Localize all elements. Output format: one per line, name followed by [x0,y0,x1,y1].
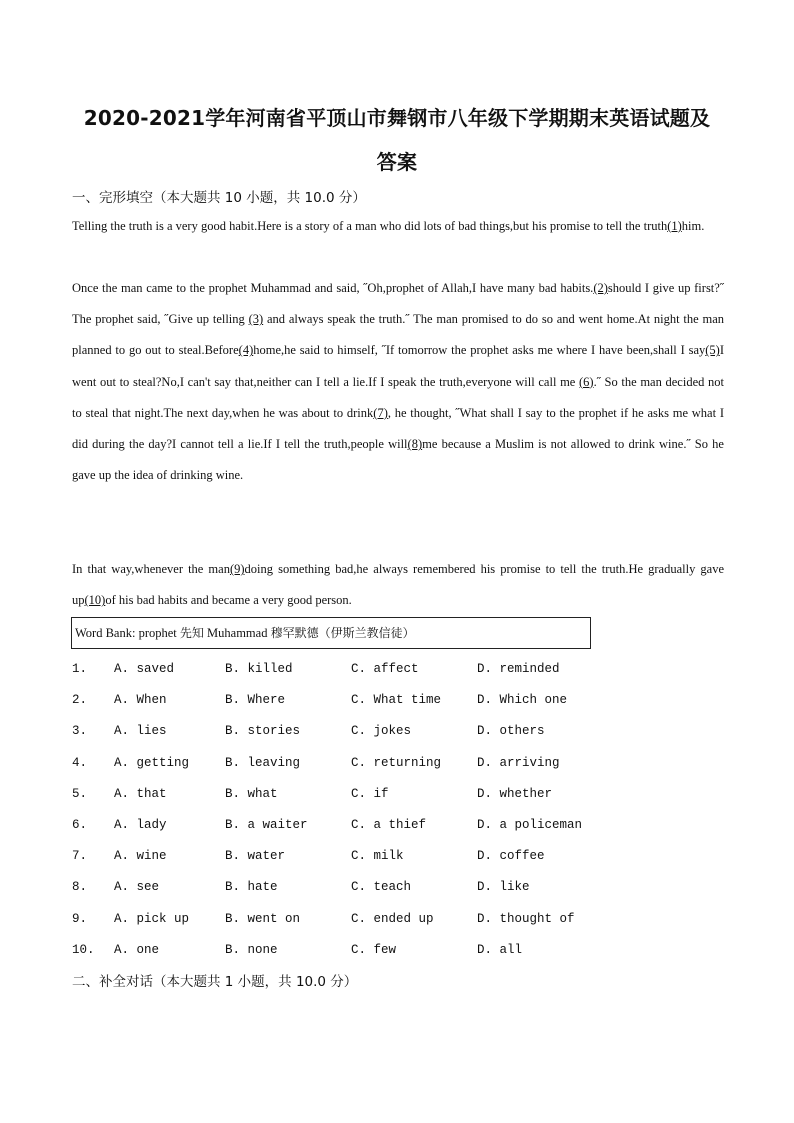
question-row [72,841,722,872]
word-bank-prefix: Word Bank: prophet [75,626,180,640]
option-d: D. all [477,942,523,957]
blank-9: (9) [229,562,245,576]
passage-text: and always speak the truth.˝ The man promised to do so and went home.At night the man planned to go out to steal.Before [72,312,724,358]
option-a: A. wine [114,849,167,864]
option-c: C. if [351,786,389,801]
option-a: A. saved [114,662,175,676]
passage-text: In that way,whenever the man [72,562,230,576]
option-d: D. arriving [477,755,560,770]
word-bank-box [71,617,591,649]
passage-text: Once the man came to the prophet Muhammad and said, ˝Oh,prophet of Allah,I have many bad habits. [72,281,594,295]
option-d: D. Which one [477,693,568,708]
option-b: B. hate [225,880,278,895]
question-number: 5. [72,786,88,801]
question-row [72,779,722,810]
option-b: B. water [225,849,286,864]
blank-5: (5) [705,343,720,358]
option-a: A. that [114,786,167,801]
option-c: C. few [351,942,397,957]
question-number: 8. [72,880,88,895]
option-b: B. went on [225,911,301,926]
question-row [72,810,722,841]
option-c: C. affect [351,662,419,676]
blank-4: (4) [238,343,254,358]
option-c: C. ended up [351,911,434,926]
page-title [60,96,734,184]
option-b: B. what [225,786,278,801]
question-row [72,935,722,966]
option-d: D. whether [477,786,553,801]
passage-text: Telling the truth is a very good habit.Here is a story of a man who did lots of bad things,but his promise to tell the truth [72,219,668,233]
option-b: B. leaving [225,755,301,770]
blank-2: (2) [593,281,608,295]
title-line-2: 答案 [376,150,418,174]
word-bank-cn-1: 先知 [179,626,204,640]
option-c: C. teach [351,880,412,895]
question-row [72,904,722,935]
passage-text: of his bad habits and became a very good person. [105,593,352,608]
question-number: 10. [72,942,95,957]
passage-text: , he thought, ˝What shall I say to the prophet if he asks me what I did during the day?I cannot tell a lie.If I tell the truth,people will [72,405,725,452]
option-a: A. see [114,880,160,895]
passage-paragraph-1 [72,211,724,242]
question-number: 4. [72,755,88,770]
option-c: C. a thief [351,817,427,832]
passage-text: doing something bad,he always remembered his promise to tell the truth.He gradually gave up [72,562,724,608]
question-number: 6. [72,817,88,832]
title-line-1: 2020-2021学年河南省平顶山市舞钢市八年级下学期期末英语试题及 [83,106,711,130]
option-d: D. reminded [477,662,560,676]
question-row [72,654,722,685]
blank-3: (3) [248,312,264,327]
question-number: 7. [72,849,88,864]
question-number: 2. [72,693,88,708]
blank-7: (7) [373,405,388,420]
word-bank-cn-2: 穆罕默德（伊斯兰教信徒） [270,626,415,640]
option-c: C. What time [351,693,442,708]
passage-text: me because a Muslim is not allowed to drink wine.˝ So he gave up the idea of drinking wine. [72,437,724,483]
question-row [72,872,722,903]
question-row [72,685,722,716]
passage-paragraph-2 [72,273,724,491]
option-d: D. coffee [477,849,545,864]
option-d: D. like [477,880,530,895]
word-bank-mid: Muhammad [203,626,271,640]
blank-10: (10) [84,593,106,608]
option-a: A. pick up [114,911,190,926]
question-options-list [72,654,722,966]
blank-1: (1) [667,219,682,233]
question-row [72,716,722,747]
passage-text: him. [681,219,705,233]
passage-text: I went out to steal?No,I can't say that,neither can I tell a lie.If I speak the truth,everyone will call me [72,343,724,389]
option-a: A. lies [114,724,167,739]
option-a: A. one [114,942,160,957]
question-row [72,748,722,779]
option-b: B. killed [225,662,293,676]
section-heading-dialogue: 二、补全对话（本大题共 1 小题，共 10.0 分） [72,974,358,990]
blank-8: (8) [407,437,423,452]
option-c: C. returning [351,755,442,770]
option-d: D. others [477,724,545,739]
option-a: A. lady [114,817,167,832]
option-c: C. milk [351,849,404,864]
passage-paragraph-3 [72,554,724,616]
option-d: D. thought of [477,911,575,926]
section-heading-cloze: 一、完形填空（本大题共 10 小题，共 10.0 分） [72,190,366,206]
option-b: B. a waiter [225,817,308,832]
question-number: 9. [72,911,88,926]
blank-6: (6) [579,374,594,389]
option-d: D. a policeman [477,817,583,832]
passage-text: home,he said to himself, ˝If tomorrow the prophet asks me where I have been,shall I say [253,343,706,358]
passage-text: should I give up first?˝ The prophet said, ˝Give up telling [72,281,724,327]
option-b: B. stories [225,724,301,739]
question-number: 3. [72,724,88,739]
passage-text: .˝ So the man decided not to steal that night.The next day,when he was about to drink [72,374,724,420]
option-b: B. Where [225,693,286,708]
option-a: A. getting [114,755,190,770]
question-number: 1. [72,662,88,676]
option-b: B. none [225,942,278,957]
option-a: A. When [114,693,167,708]
option-c: C. jokes [351,724,412,739]
